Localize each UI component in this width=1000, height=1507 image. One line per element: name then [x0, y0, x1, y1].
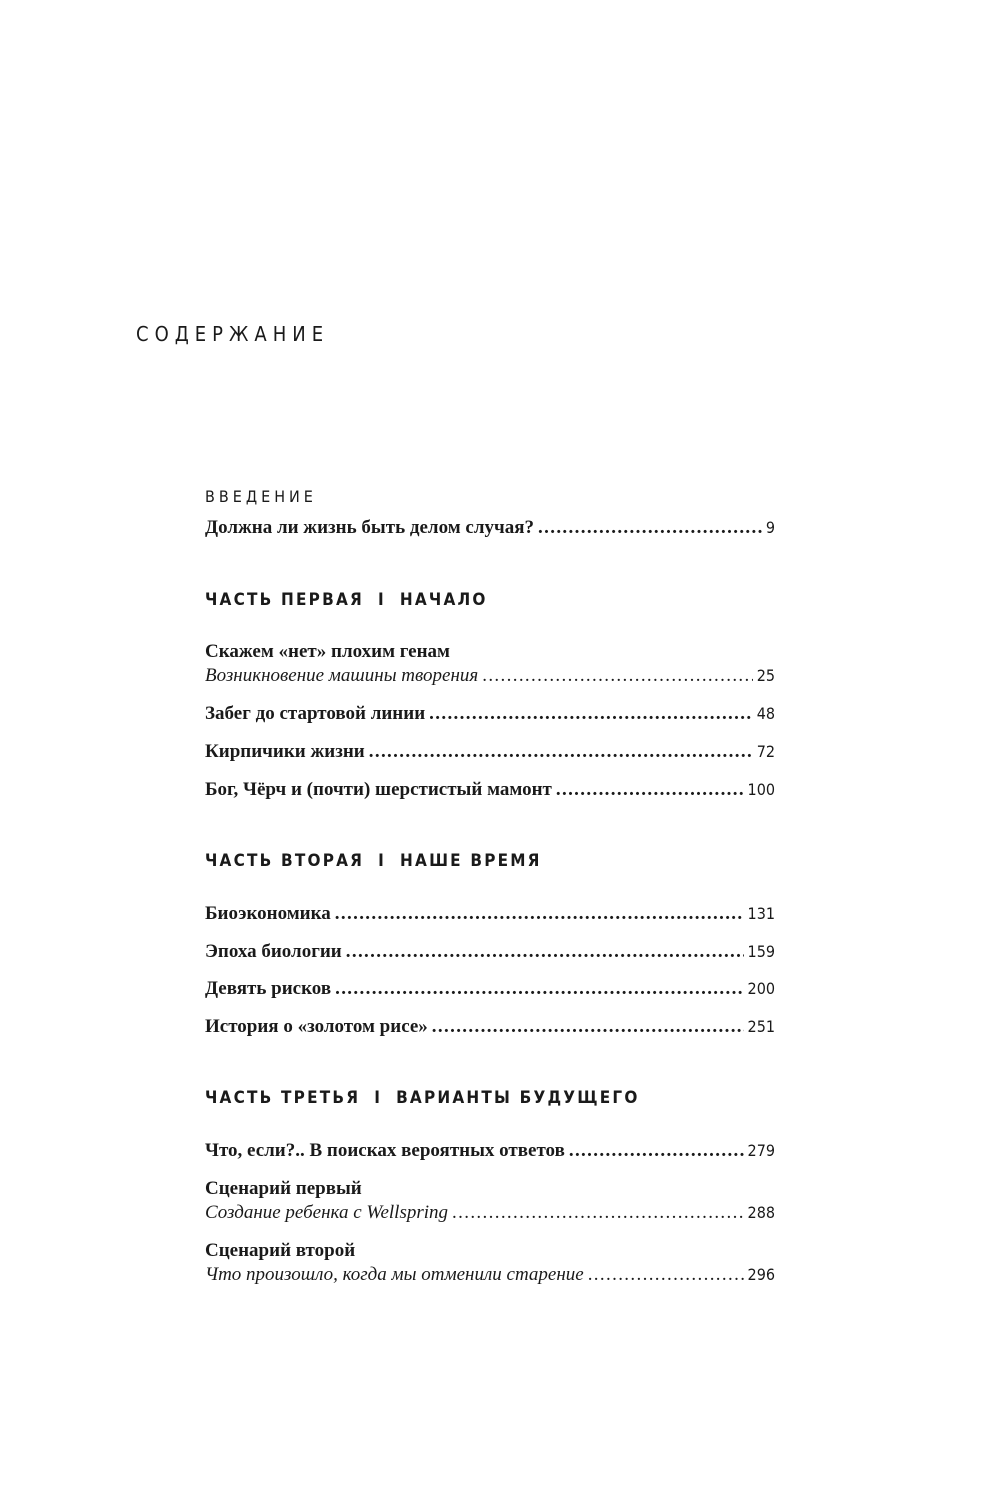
dot-leader: [538, 515, 762, 541]
toc-entry-label: Забег до стартовой линии: [205, 703, 426, 724]
toc-entry-label: Эпоха биологии: [205, 941, 342, 962]
dot-leader: [369, 739, 753, 765]
toc-entry[interactable]: [205, 701, 775, 727]
toc-entry-label: Что, если?.. В поисках вероятных ответов: [205, 1140, 565, 1161]
part-heading-2: [205, 848, 542, 874]
toc-entry-label: Биоэкономика: [205, 903, 331, 924]
toc-entry-page: 100: [747, 780, 775, 799]
dot-leader: [482, 663, 752, 689]
dot-leader: [556, 777, 744, 803]
toc-entry-page: 9: [765, 518, 775, 537]
toc-entry[interactable]: [205, 1200, 775, 1226]
toc-entry-label: Возникновение машины творения: [205, 665, 479, 686]
toc-entry-page: 288: [747, 1203, 775, 1222]
toc-entry[interactable]: [205, 739, 775, 765]
dot-leader: [335, 901, 744, 927]
dot-leader: [588, 1262, 744, 1288]
dot-leader: [569, 1138, 744, 1164]
toc-entry-heading: Сценарий первый: [205, 1178, 362, 1199]
toc-entry[interactable]: [205, 663, 775, 689]
toc-entry-page: 279: [747, 1141, 775, 1160]
toc-entry-page: 131: [747, 904, 775, 923]
toc-entry-heading: Сценарий второй: [205, 1240, 356, 1261]
toc-entry[interactable]: [205, 901, 775, 927]
toc-entry-label: Девять рисков: [205, 978, 332, 999]
toc-entry[interactable]: [205, 939, 775, 965]
dot-leader: [346, 939, 744, 965]
toc-entry-page: 296: [747, 1265, 775, 1284]
part-number: ЧАСТЬ ТРЕТЬЯ: [205, 1088, 361, 1108]
toc-entry-page: 200: [747, 979, 775, 998]
toc-entry-page: 251: [747, 1017, 775, 1036]
toc-entry[interactable]: [205, 1014, 775, 1040]
part-separator: I: [374, 1088, 383, 1108]
dot-leader: [452, 1200, 744, 1226]
toc-entry[interactable]: [205, 777, 775, 803]
part-number: ЧАСТЬ ВТОРАЯ: [205, 851, 365, 871]
toc-entry-page: 72: [756, 742, 775, 761]
toc-entry-page: 25: [756, 666, 775, 685]
toc-entry-label: История о «золотом рисе»: [205, 1016, 428, 1037]
dot-leader: [335, 976, 743, 1002]
part-separator: I: [378, 851, 387, 871]
page-title: СОДЕРЖАНИЕ: [136, 322, 330, 346]
part-heading-3: [205, 1085, 640, 1111]
part-name: НАЧАЛО: [399, 590, 488, 610]
toc-entry-label: Должна ли жизнь быть делом случая?: [205, 517, 535, 538]
part-heading-1: [205, 587, 488, 613]
toc-entry-heading: Скажем «нет» плохим генам: [205, 641, 450, 662]
toc-entry-page: 159: [747, 942, 775, 961]
part-name: ВАРИАНТЫ БУДУЩЕГО: [396, 1088, 640, 1108]
part-number: ЧАСТЬ ПЕРВАЯ: [205, 590, 364, 610]
toc-entry[interactable]: [205, 1262, 775, 1288]
part-separator: I: [377, 590, 386, 610]
part-name: НАШЕ ВРЕМЯ: [400, 851, 542, 871]
toc-entry-label: Что произошло, когда мы отменили старение: [205, 1264, 584, 1285]
toc-entry[interactable]: [205, 976, 775, 1002]
toc-entry-intro[interactable]: [205, 515, 775, 541]
dot-leader: [432, 1014, 744, 1040]
intro-caption: ВВЕДЕНИЕ: [205, 487, 317, 506]
toc-entry-label: Создание ребенка с Wellspring: [205, 1202, 449, 1223]
toc-entry-page: 48: [756, 704, 775, 723]
toc-entry[interactable]: [205, 1138, 775, 1164]
toc-entry-label: Бог, Чёрч и (почти) шерстистый мамонт: [205, 779, 552, 800]
toc-entry-label: Кирпичики жизни: [205, 741, 365, 762]
dot-leader: [429, 701, 753, 727]
